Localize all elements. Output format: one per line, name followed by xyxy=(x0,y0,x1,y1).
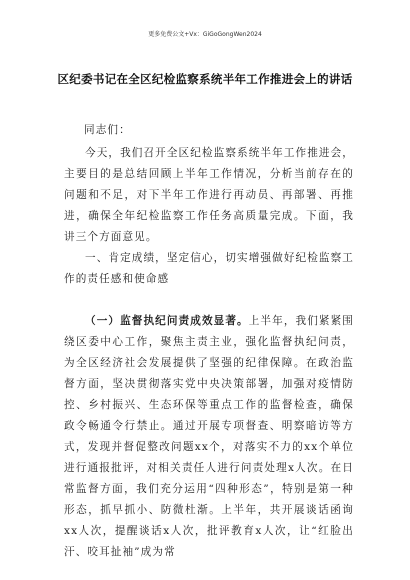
header-note: 更多免费公文+Vx：GiGoGongWen2024 xyxy=(148,31,262,38)
subsection-label: （一）监督执纪问责成效显著。 xyxy=(85,315,249,327)
intro-paragraph: 今天，我们召开全区纪检监察系统半年工作推进会，主要目的是总结回顾上半年工作情况，分析当前存在的问题和不足，对下半年工作进行再动员、再部署、再推进，确保全年纪检监察工作任务高质量完成。下面，我讲三个方面意见。 xyxy=(64,147,354,243)
section-heading: 一、肯定成绩，坚定信心，切实增强做好纪检监察工作的责任感和使命感 xyxy=(64,252,354,285)
subsection-paragraph xyxy=(64,311,354,563)
subsection-text: 上半年，我们紧紧围绕区委中心工作，聚焦主责主业，强化监督执纪问责，为全区经济社会发展提供了坚强的纪律保障。在政治监督方面，坚决贯彻落实党中央决策部署，加强对疫情防控、乡村振兴、生态环保等重点工作的监督检查，确保政令畅通令行禁止。通过开展专项督查、明察暗访等方式，发现并督促整改问题xx个，对落实不力的xx个单位进行通报批评，对相关责任人进行问责处理x人次。在日常监督方面，我们充分运用“四种形态”，特别是第一种形态，抓早抓小、防微杜渐。上半年，共开展谈话函询xx人次，提醒谈话x人次，批评教育x人次，让“红脸出汗、咬耳扯袖”成为常 xyxy=(64,315,354,558)
greeting: 同志们： xyxy=(84,124,131,136)
document-title: 区纪委书记在全区纪检监察系统半年工作推进会上的讲话 xyxy=(57,72,353,86)
